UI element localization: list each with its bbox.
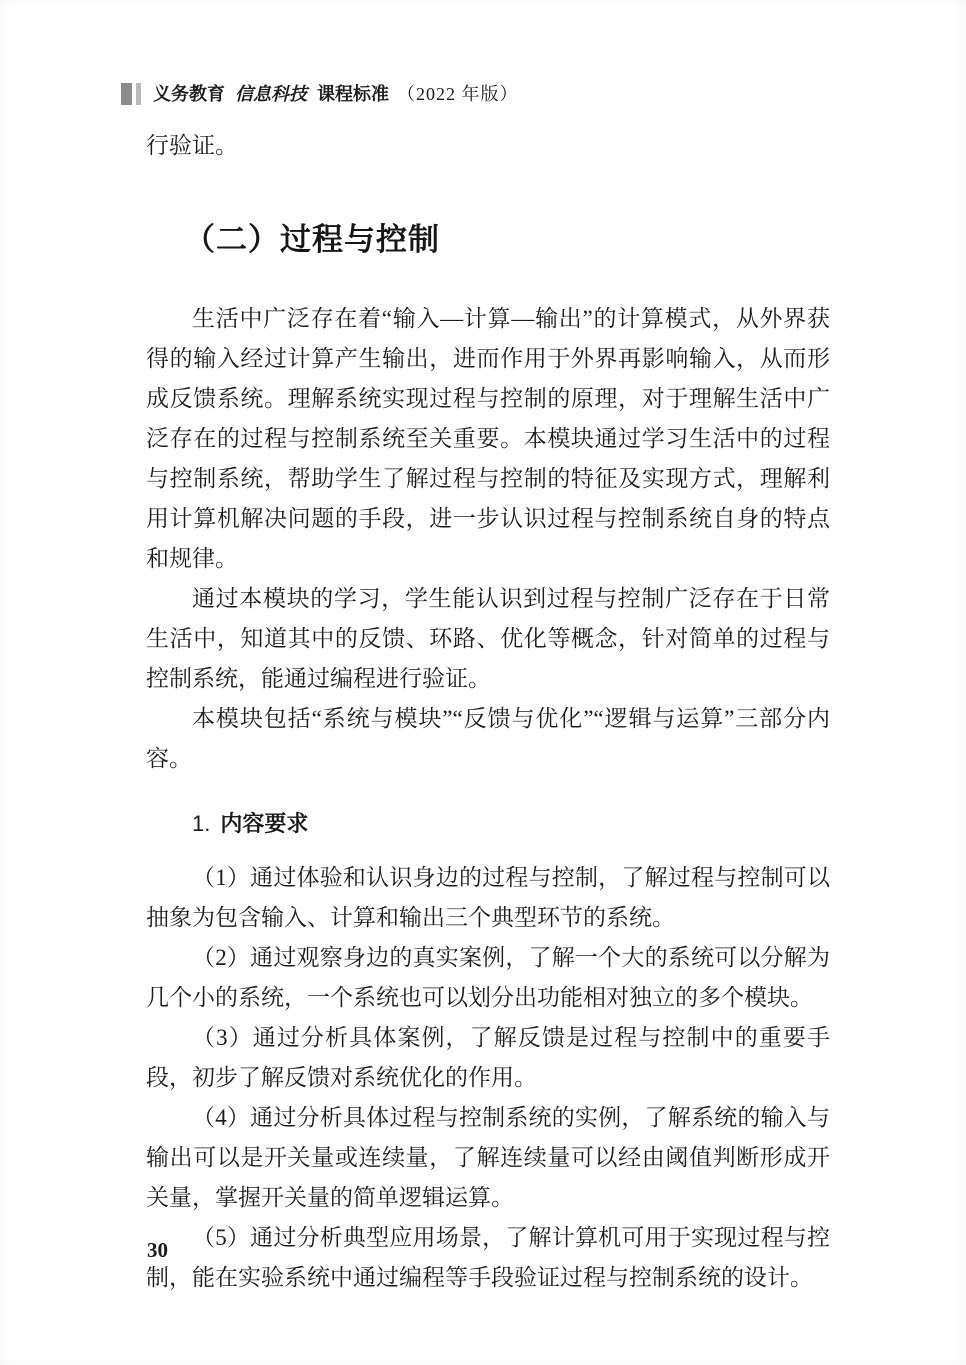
subsection-number: 1. [192, 811, 211, 836]
intro-paragraph-2: 通过本模块的学习，学生能认识到过程与控制广泛存在于日常生活中，知道其中的反馈、环路、优化等概念，针对简单的过程与控制系统，能通过编程进行验证。 [146, 586, 830, 691]
requirement-item-4: （4）通过分析具体过程与控制系统的实例，了解系统的输入与输出可以是开关量或连续量，了解连续量可以经由阈值判断形成开关量，掌握开关量的简单逻辑运算。 [146, 1105, 830, 1210]
header-series: 义务教育 [153, 84, 225, 104]
header-edition: （2022 年版） [397, 84, 519, 104]
requirement-item-2: （2）通过观察身边的真实案例，了解一个大的系统可以分解为几个小的系统，一个系统也可以划分出功能相对独立的多个模块。 [146, 945, 830, 1010]
subsection-heading [192, 807, 830, 838]
header-bar-light-icon [136, 83, 141, 105]
header-doc-type: 课程标准 [317, 84, 389, 104]
page-number: 30 [147, 1238, 168, 1262]
section-heading: （二）过程与控制 [184, 222, 440, 257]
page-content [146, 126, 830, 1298]
requirement-item-5: （5）通过分析典型应用场景，了解计算机可用于实现过程与控制，能在实验系统中通过编程等手段验证过程与控制系统的设计。 [146, 1225, 830, 1290]
requirement-item-3: （3）通过分析具体案例，了解反馈是过程与控制中的重要手段，初步了解反馈对系统优化的作用。 [146, 1025, 830, 1090]
running-header [121, 82, 519, 106]
intro-paragraph-3: 本模块包括“系统与模块”“反馈与优化”“逻辑与运算”三部分内容。 [146, 706, 830, 771]
requirement-item-1: （1）通过体验和认识身边的过程与控制，了解过程与控制可以抽象为包含输入、计算和输出三个典型环节的系统。 [146, 865, 830, 930]
intro-paragraph-1: 生活中广泛存在着“输入—计算—输出”的计算模式，从外界获得的输入经过计算产生输出，进而作用于外界再影响输入，从而形成反馈系统。理解系统实现过程与控制的原理，对于理解生活中广泛存在的过程与控制系统至关重要。本模块通过学习生活中的过程与控制系统，帮助学生了解过程与控制的特征及实现方式，理解利用计算机解决问题的手段，进一步认识过程与控制系统自身的特点和规律。 [146, 306, 830, 571]
header-subject: 信息科技 [235, 84, 307, 104]
subsection-title: 内容要求 [220, 811, 309, 836]
carryover-paragraph: 行验证。 [146, 133, 238, 158]
header-bar-dark-icon [121, 83, 132, 105]
